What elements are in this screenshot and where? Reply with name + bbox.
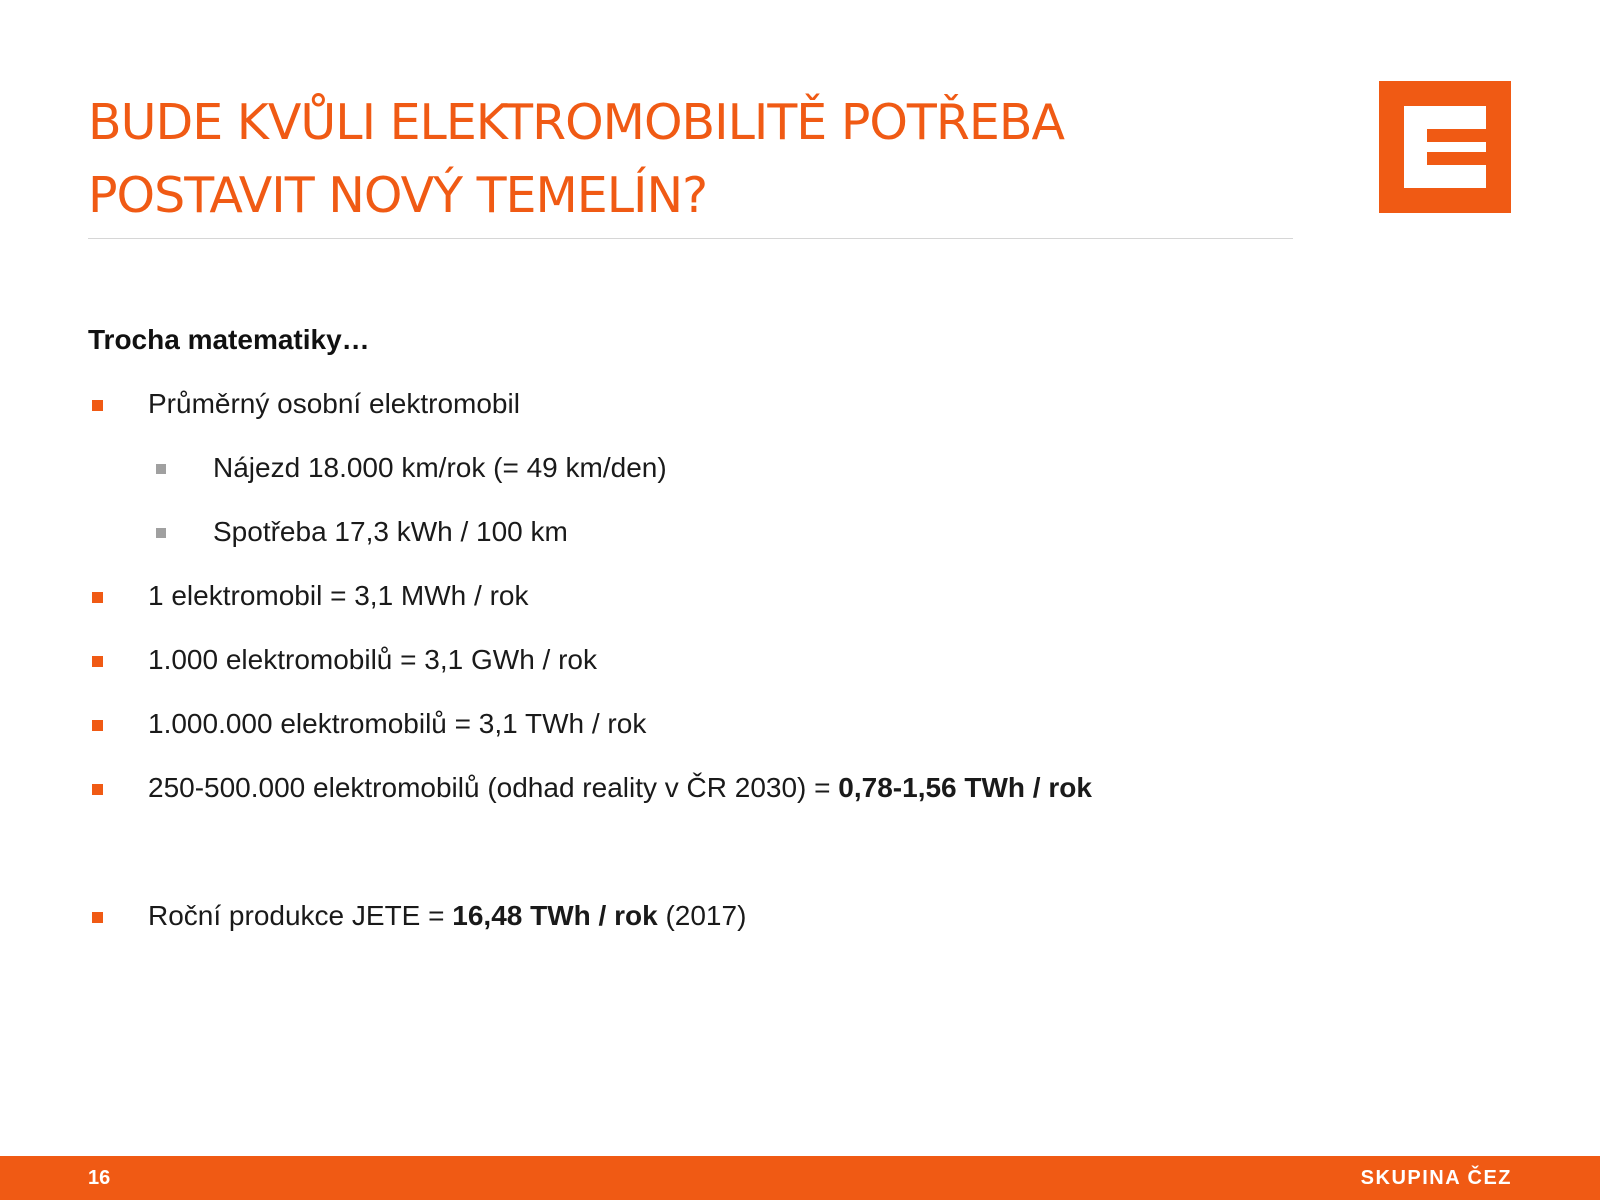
orange-square-bullet-icon <box>92 592 103 603</box>
bullet-text: 1 elektromobil = 3,1 MWh / rok <box>148 580 529 611</box>
section-heading: Trocha matematiky… <box>88 324 370 355</box>
sub-bullet-text: Nájezd 18.000 km/rok (= 49 km/den) <box>213 452 667 483</box>
bullet-highlight: 16,48 TWh / rok <box>452 900 658 931</box>
orange-square-bullet-icon <box>92 720 103 731</box>
bullet-text: 1.000.000 elektromobilů = 3,1 TWh / rok <box>148 708 647 739</box>
orange-square-bullet-icon <box>92 656 103 667</box>
footer-bar <box>0 1156 1600 1200</box>
cez-logo <box>1379 81 1511 213</box>
cez-logo-mark <box>1404 106 1486 188</box>
slide-title-line-2: POSTAVIT NOVÝ TEMELÍN? <box>88 167 708 224</box>
slide-title <box>88 86 1288 232</box>
bullet-text: 250-500.000 elektromobilů (odhad reality v ČR 2030) = 0,78-1,56 TWh / rok <box>148 772 1092 803</box>
grey-square-bullet-icon <box>156 528 166 538</box>
sub-bullet-text: Spotřeba 17,3 kWh / 100 km <box>213 516 568 547</box>
bullet-highlight: 0,78-1,56 TWh / rok <box>838 772 1092 803</box>
bullet-text: Průměrný osobní elektromobil <box>148 388 520 419</box>
brand-name: SKUPINA ČEZ <box>1360 1167 1512 1189</box>
title-divider <box>88 238 1293 239</box>
grey-square-bullet-icon <box>156 464 166 474</box>
orange-square-bullet-icon <box>92 912 103 923</box>
bullet-text: 1.000 elektromobilů = 3,1 GWh / rok <box>148 644 597 675</box>
slide-title-line-1: BUDE KVŮLI ELEKTROMOBILITĚ POTŘEBA <box>88 94 1065 151</box>
page-number: 16 <box>88 1167 111 1189</box>
bullet-text: Roční produkce JETE = 16,48 TWh / rok (2017) <box>148 900 747 931</box>
orange-square-bullet-icon <box>92 784 103 795</box>
orange-square-bullet-icon <box>92 400 103 411</box>
